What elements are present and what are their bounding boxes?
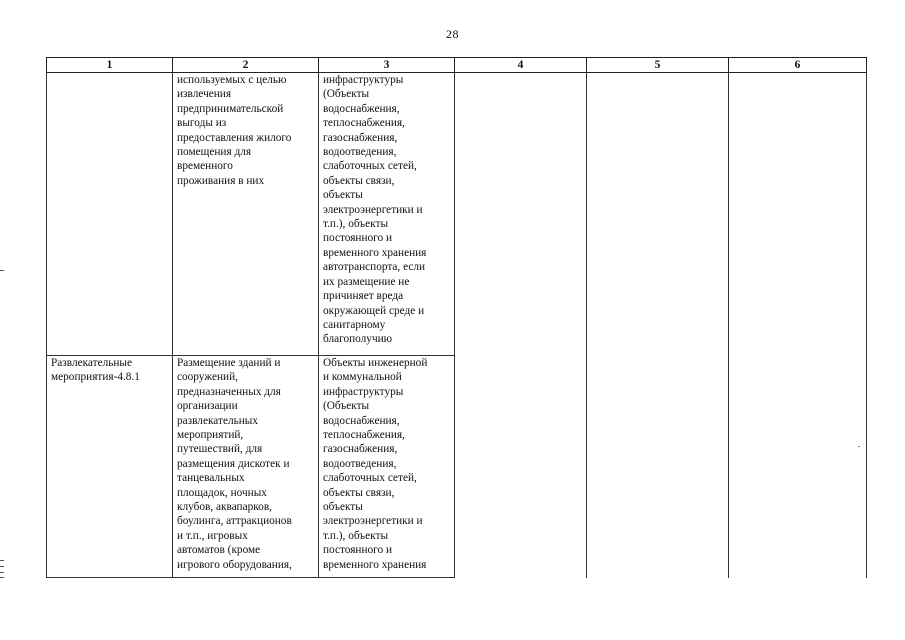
scan-artifact bbox=[0, 577, 4, 578]
cell-text-line: боулинга, аттракционов bbox=[177, 515, 292, 528]
cell-text-line: используемых с целью bbox=[177, 74, 287, 86]
cell-text-line: благополучию bbox=[323, 333, 393, 346]
column-header-5: 5 bbox=[587, 58, 729, 73]
cell-text-line: окружающей среде и bbox=[323, 304, 425, 317]
cell-text-line: и т.п., игровых bbox=[177, 529, 248, 542]
cell-text-line: размещения дискотек и bbox=[177, 457, 290, 470]
cell-text-line: временного хранения bbox=[323, 246, 427, 259]
cell-text-line: танцевальных bbox=[177, 472, 245, 485]
scan-artifact bbox=[0, 270, 4, 271]
cell-text-line: инфраструктуры bbox=[323, 385, 404, 398]
cell-text-line: автоматов (кроме bbox=[177, 544, 261, 557]
cell-text-line: помещения для bbox=[177, 146, 252, 159]
cell-text-line: и коммунальной bbox=[323, 371, 402, 384]
cell-text-line: проживания в них bbox=[177, 174, 265, 187]
cell-text-line: слаботочных сетей, bbox=[323, 160, 417, 173]
cell-text-line: водоотведения, bbox=[323, 457, 397, 470]
column-header-6: 6 bbox=[729, 58, 867, 73]
cell-text-line: автотранспорта, если bbox=[323, 261, 426, 274]
cell-text-line: временного bbox=[177, 160, 233, 173]
cell-auxiliary-use bbox=[319, 73, 455, 356]
cell-text-line: т.п.), объекты bbox=[323, 218, 389, 231]
cell-text-line: предназначенных для bbox=[177, 385, 281, 398]
scan-artifact bbox=[0, 572, 4, 573]
cell-text-line: объекты bbox=[323, 501, 363, 514]
column-header-1: 1 bbox=[47, 58, 173, 73]
cell-column-5 bbox=[587, 73, 729, 578]
cell-text-line: водоснабжения, bbox=[323, 414, 400, 427]
cell-text-line: газоснабжения, bbox=[323, 443, 398, 456]
cell-text-line: теплоснабжения, bbox=[323, 117, 405, 130]
column-header-4: 4 bbox=[455, 58, 587, 73]
cell-text-line: теплоснабжения, bbox=[323, 429, 405, 442]
cell-text-line: объекты bbox=[323, 189, 363, 202]
cell-text-line: путешествий, для bbox=[177, 443, 263, 456]
cell-column-4 bbox=[455, 73, 587, 578]
cell-text-line: (Объекты bbox=[323, 400, 370, 413]
cell-text-line: постоянного и bbox=[323, 544, 393, 557]
cell-text-line: предоставления жилого bbox=[177, 131, 292, 144]
cell-text-line: электроэнергетики и bbox=[323, 515, 423, 528]
scan-artifact bbox=[0, 566, 4, 567]
cell-text-line: инфраструктуры bbox=[323, 74, 404, 86]
cell-text-line: водоотведения, bbox=[323, 146, 397, 159]
table-header-row bbox=[47, 58, 867, 73]
cell-text-line: санитарному bbox=[323, 318, 386, 331]
cell-text-line: временного хранения bbox=[323, 558, 427, 571]
scan-artifact bbox=[0, 560, 4, 561]
cell-text-line: Объекты инженерной bbox=[323, 357, 428, 369]
cell-text-line: электроэнергетики и bbox=[323, 203, 423, 216]
cell-text-line: их размещение не bbox=[323, 275, 410, 288]
document-table bbox=[46, 57, 867, 578]
cell-text-line: Развлекательные bbox=[51, 357, 133, 369]
scan-artifact bbox=[858, 446, 860, 447]
cell-text-line: мероприятия-4.8.1 bbox=[51, 371, 140, 384]
cell-text-line: т.п.), объекты bbox=[323, 529, 389, 542]
cell-text-line: организации bbox=[177, 400, 238, 413]
cell-land-use-type bbox=[47, 73, 173, 356]
page-number: 28 bbox=[446, 27, 459, 41]
cell-text-line: слаботочных сетей, bbox=[323, 472, 417, 485]
table-row bbox=[47, 73, 867, 356]
cell-permitted-use-description bbox=[173, 73, 319, 356]
cell-land-use-type bbox=[47, 356, 173, 578]
cell-text-line: постоянного и bbox=[323, 232, 393, 245]
cell-auxiliary-use bbox=[319, 356, 455, 578]
cell-column-6 bbox=[729, 73, 867, 578]
cell-text-line: площадок, ночных bbox=[177, 486, 267, 499]
cell-text-line: объекты связи, bbox=[323, 174, 395, 187]
cell-text-line: водоснабжения, bbox=[323, 102, 400, 115]
cell-permitted-use-description bbox=[173, 356, 319, 578]
column-header-2: 2 bbox=[173, 58, 319, 73]
cell-text-line: игрового оборудования, bbox=[177, 558, 292, 571]
cell-text-line: предпринимательской bbox=[177, 102, 284, 115]
cell-text-line: причиняет вреда bbox=[323, 290, 404, 303]
column-header-3: 3 bbox=[319, 58, 455, 73]
cell-text-line: клубов, аквапарков, bbox=[177, 501, 272, 514]
cell-text-line: выгоды из bbox=[177, 117, 227, 130]
cell-text-line: мероприятий, bbox=[177, 429, 244, 442]
cell-text-line: газоснабжения, bbox=[323, 131, 398, 144]
cell-text-line: Размещение зданий и bbox=[177, 357, 281, 369]
cell-text-line: развлекательных bbox=[177, 414, 259, 427]
cell-text-line: извлечения bbox=[177, 88, 232, 101]
cell-text-line: сооружений, bbox=[177, 371, 238, 384]
cell-text-line: (Объекты bbox=[323, 88, 370, 101]
cell-text-line: объекты связи, bbox=[323, 486, 395, 499]
